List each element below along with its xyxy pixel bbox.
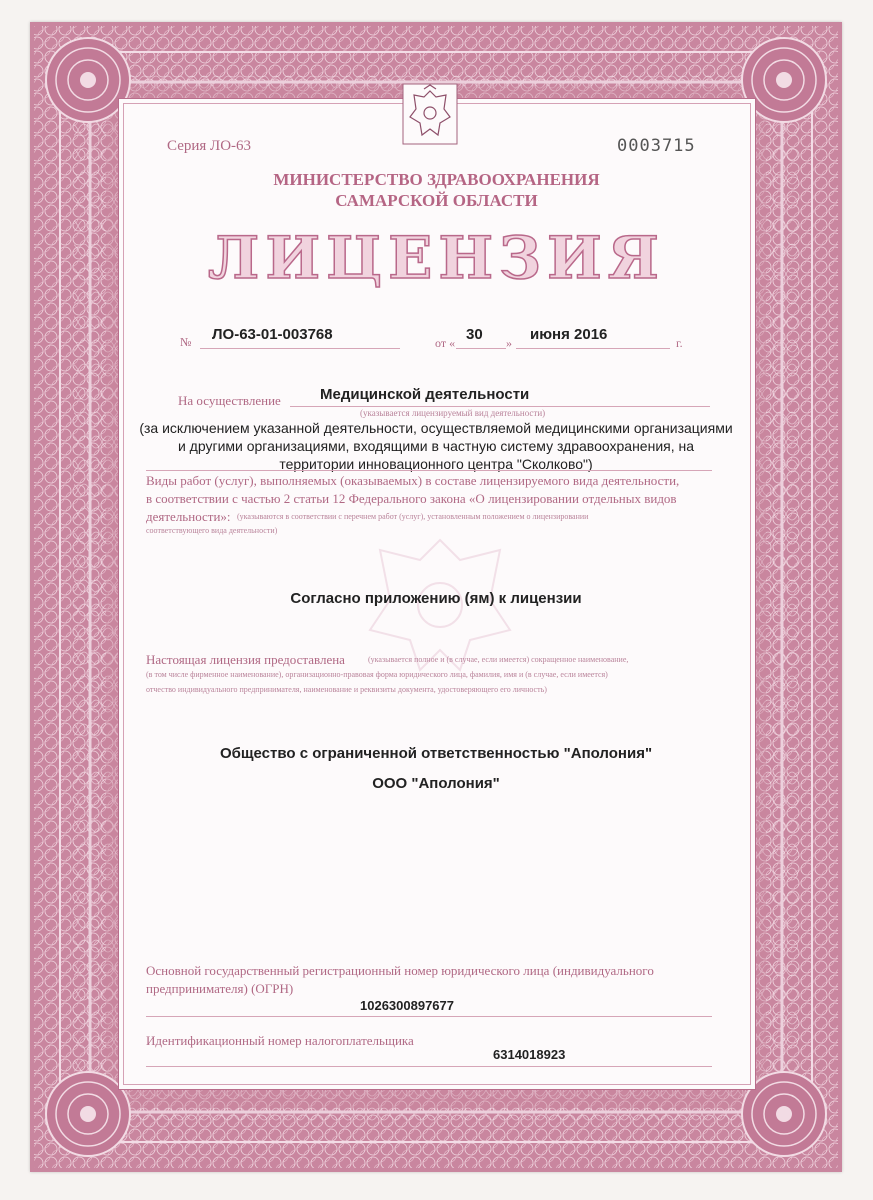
works-hint-line-1: (указываются в соответствии с перечнем работ (услуг), установленным положением о лицензировании [237,512,589,521]
licensee-hint-line-1: (указывается полное и (в случае, если имеется) сокращенное наименование, [368,655,629,664]
activity-detail-line-1: (за исключением указанной деятельности, осуществляемой медицинскими организациями [139,420,733,436]
form-number: 0003715 [617,136,696,156]
ministry-line-1: МИНИСТЕРСТВО ЗДРАВООХРАНЕНИЯ [273,170,600,189]
date-from-label: от « [435,336,456,350]
ministry-line-2: САМАРСКОЙ ОБЛАСТИ [335,191,538,210]
activity-detail-line-3: территории инновационного центра "Сколково") [279,456,593,472]
license-day: 30 [466,326,483,343]
page-title: ЛИЦЕНЗИЯ [208,224,665,292]
activity-value: Медицинской деятельности [320,386,530,403]
coat-of-arms-icon [402,83,458,145]
activity-hint: (указывается лицензируемый вид деятельности) [360,408,546,418]
ogrn-value: 1026300897677 [360,998,454,1013]
activity-label: На осуществление [178,393,281,408]
year-suffix: г. [676,336,683,350]
inn-label: Идентификационный номер налогоплательщика [146,1033,414,1048]
activity-detail-line-2: и другими организациями, входящими в частную систему здравоохранения, на [177,438,695,454]
licensee-short-name: ООО "Аполония" [372,775,500,792]
license-number: ЛО-63-01-003768 [212,326,333,343]
licensee-label: Настоящая лицензия предоставлена [146,652,345,667]
series-label: Серия ЛО-63 [167,138,252,154]
works-value: Согласно приложению (ям) к лицензии [290,590,582,607]
date-close-quote: » [506,336,512,350]
works-line-3: деятельности»: [146,509,231,524]
works-hint-line-2: соответствующего вида деятельности) [146,526,278,535]
works-line-1: Виды работ (услуг), выполняемых (оказываемых) в составе лицензируемого вида деятельности, [146,473,680,488]
ogrn-label-line-2: предпринимателя) (ОГРН) [146,981,294,996]
licensee-hint-line-2: (в том числе фирменное наименование), организационно-правовая форма юридического лица, фамилия, имя и (в случае, если имеется) [146,670,608,679]
ogrn-label-line-1: Основной государственный регистрационный номер юридического лица (индивидуального [146,963,654,978]
number-label: № [180,335,192,349]
license-month-year: июня 2016 [530,326,608,343]
licensee-full-name: Общество с ограниченной ответственностью "Аполония" [219,745,653,762]
licensee-hint-line-3: отчество индивидуального предпринимателя, наименование и реквизиты документа, удостоверяющего его личность) [146,685,547,694]
works-line-2: в соответствии с частью 2 статьи 12 Федерального закона «О лицензировании отдельных видов [146,491,677,506]
inn-value: 6314018923 [493,1047,566,1062]
